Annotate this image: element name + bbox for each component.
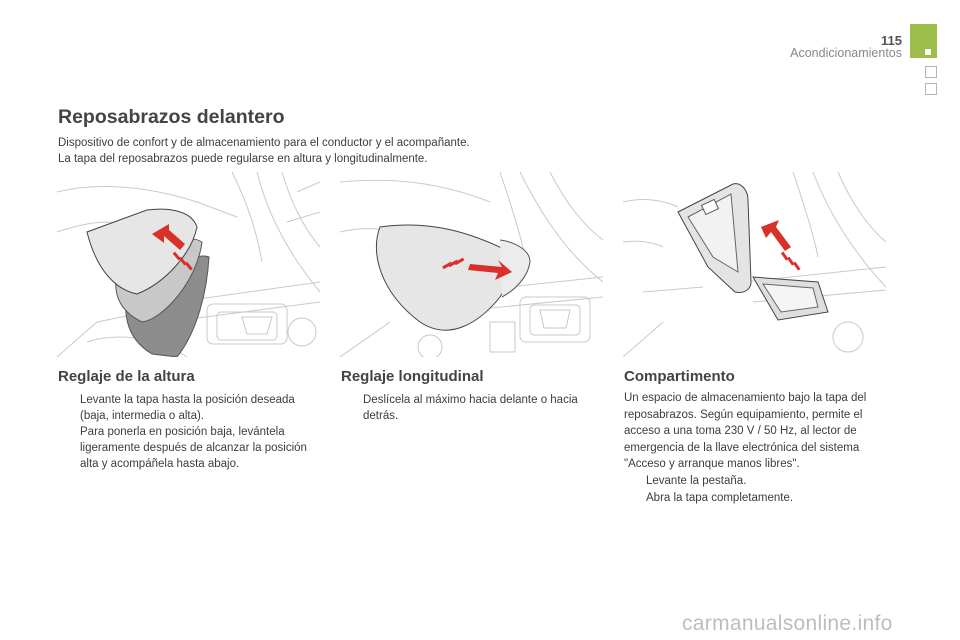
page-title: Reposabrazos delantero xyxy=(58,106,285,128)
longitudinal-adjust-list xyxy=(341,392,596,424)
section-name: Acondicionamientos xyxy=(790,46,902,60)
list-item xyxy=(58,424,313,472)
chapter-tab-empty-2[interactable] xyxy=(925,83,937,95)
list-item xyxy=(58,392,313,424)
list-item xyxy=(624,490,886,507)
list-item-text: Deslícela al máximo hacia delante o hacia detrás. xyxy=(363,394,578,422)
chapter-tab-empty-1[interactable] xyxy=(925,66,937,78)
list-item-text: Levante la pestaña. xyxy=(646,474,747,487)
intro-line-2: La tapa del reposabrazos puede regularse en altura y longitudinalmente. xyxy=(58,153,428,165)
intro-line-1: Dispositivo de confort y de almacenamiento para el conductor y el acompañante. xyxy=(58,137,470,149)
compartment-title: Compartimento xyxy=(624,368,735,385)
height-adjust-title: Reglaje de la altura xyxy=(58,368,195,385)
armrest-height-adjust-illustration xyxy=(57,172,320,357)
intro-text xyxy=(58,135,578,167)
armrest-slide-adjust-illustration xyxy=(340,172,603,357)
compartment-paragraph: Un espacio de almacenamiento bajo la tapa del reposabrazos. Según equipamiento, permite el acceso a una toma 230 V / 50 Hz, al lector de emergencia de la llave electrónica del sistema "Acceso y arranque manos libres". xyxy=(624,392,867,471)
list-item xyxy=(624,473,886,490)
list-item-text: Levante la tapa hasta la posición deseada (baja, intermedia o alta). xyxy=(80,394,295,422)
chapter-tab[interactable] xyxy=(910,24,937,58)
armrest-compartment-illustration xyxy=(623,172,886,357)
list-item-text: Abra la tapa completamente. xyxy=(646,491,794,504)
list-item xyxy=(341,392,596,424)
compartment-list xyxy=(624,473,886,506)
longitudinal-adjust-title: Reglaje longitudinal xyxy=(341,368,484,385)
page-number: 115 xyxy=(881,33,902,48)
list-item-text: Para ponerla en posición baja, levántela ligeramente después de alcanzar la posición alta y acompáñela hasta abajo. xyxy=(80,426,307,470)
compartment-text xyxy=(624,390,886,506)
site-watermark: carmanualsonline.info xyxy=(682,612,893,635)
height-adjust-list xyxy=(58,392,313,472)
chapter-tab-marker xyxy=(925,49,931,55)
